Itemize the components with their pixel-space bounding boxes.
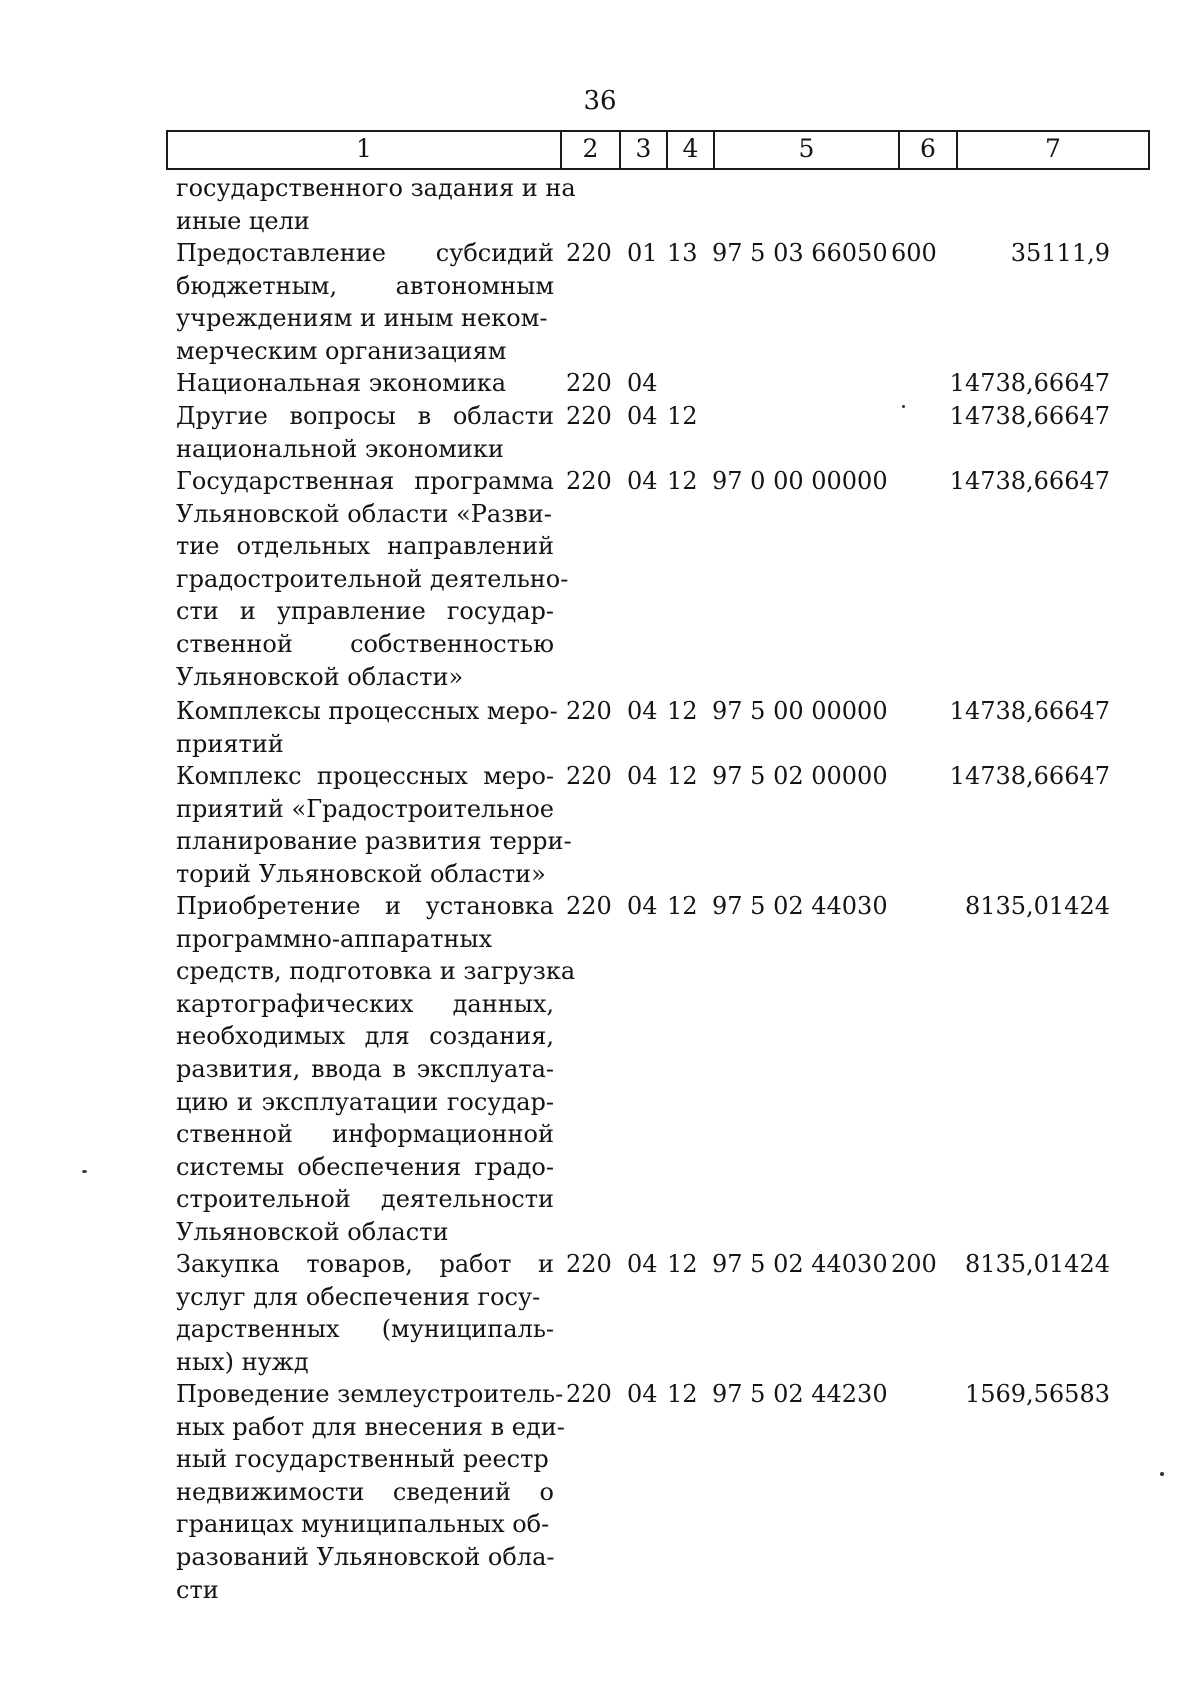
description-line: необходимых для создания, — [176, 1022, 554, 1051]
cell-c7: 35111,9 — [1010, 239, 1110, 267]
page-number: 36 — [583, 86, 617, 116]
description-line: Приобретение и установка — [176, 892, 554, 920]
description-line: Предоставление субсидий — [176, 239, 554, 267]
column-header-2: 2 — [562, 132, 621, 168]
description-line: Ульяновской области «Разви- — [176, 499, 552, 528]
description-line: средств, подготовка и загрузка — [176, 957, 576, 986]
description-line: приятий «Градостроительное — [176, 794, 554, 823]
description-line: цию и эксплуатации государ- — [176, 1087, 554, 1116]
description-line: мерческим организациям — [176, 336, 507, 365]
description-line: Комплекс процессных меро- — [176, 762, 554, 790]
cell-c2: 220 — [566, 239, 612, 267]
description-line: недвижимости сведений о — [176, 1477, 554, 1506]
row-description — [176, 1248, 554, 1378]
description-line: Проведение землеустроитель- — [176, 1380, 564, 1408]
description-line: ный государственный реестр — [176, 1445, 549, 1474]
cell-c2: 220 — [566, 1250, 612, 1278]
description-line: учреждениям и иным неком- — [176, 304, 548, 333]
cell-c5: 97 5 00 00000 — [712, 697, 888, 725]
cell-c6: 200 — [891, 1250, 937, 1278]
cell-c4: 12 — [667, 402, 698, 430]
cell-c4: 12 — [667, 1250, 698, 1278]
description-line: иные цели — [176, 206, 310, 235]
cell-c2: 220 — [566, 402, 612, 430]
description-line: ных работ для внесения в еди- — [176, 1412, 565, 1441]
cell-c3: 04 — [627, 892, 658, 920]
description-line: приятий — [176, 729, 284, 758]
cell-c5: 97 0 00 00000 — [712, 467, 888, 495]
description-line: Другие вопросы в области — [176, 402, 554, 430]
cell-c7: 14738,66647 — [949, 762, 1110, 790]
cell-c3: 04 — [627, 762, 658, 790]
cell-c5: 97 5 02 00000 — [712, 762, 888, 790]
column-header-3: 3 — [621, 132, 668, 168]
description-line: ных) нужд — [176, 1347, 309, 1376]
column-header-4: 4 — [668, 132, 715, 168]
cell-c4: 12 — [667, 892, 698, 920]
cell-c7: 14738,66647 — [949, 402, 1110, 430]
column-header-5: 5 — [715, 132, 900, 168]
description-line: ственной собственностью — [176, 629, 554, 658]
description-line: развития, ввода в эксплуата- — [176, 1054, 554, 1083]
cell-c4: 12 — [667, 1380, 698, 1408]
cell-c3: 04 — [627, 402, 658, 430]
description-line: Ульяновской области» — [176, 662, 464, 691]
cell-c4: 12 — [667, 697, 698, 725]
description-line: ственной информационной — [176, 1120, 554, 1149]
description-line: сти — [176, 1575, 219, 1604]
description-line: Государственная программа — [176, 467, 554, 495]
description-line: сти и управление государ- — [176, 597, 554, 626]
cell-c4: 12 — [667, 467, 698, 495]
row-description — [176, 172, 576, 237]
cell-c2: 220 — [566, 697, 612, 725]
row-description — [176, 760, 572, 890]
cell-c5: 97 5 02 44230 — [712, 1380, 888, 1408]
cell-c2: 220 — [566, 369, 612, 397]
description-line: программно-аппаратных — [176, 924, 493, 953]
description-line: торий Ульяновской области» — [176, 859, 546, 888]
scan-speck — [1160, 1472, 1164, 1476]
cell-c6: 600 — [891, 239, 937, 267]
description-line: национальной экономики — [176, 434, 504, 463]
cell-c3: 04 — [627, 1250, 658, 1278]
column-header-7: 7 — [1045, 134, 1061, 163]
description-line: Комплексы процессных меро- — [176, 697, 558, 725]
description-line: градостроительной деятельно- — [176, 564, 569, 593]
description-line: дарственных (муниципаль- — [176, 1315, 554, 1344]
cell-c7: 14738,66647 — [949, 369, 1110, 397]
column-header-6: 6 — [900, 132, 958, 168]
cell-c7: 14738,66647 — [949, 697, 1110, 725]
description-line: границах муниципальных об- — [176, 1510, 550, 1539]
description-line: строительной деятельности — [176, 1185, 554, 1214]
row-description — [176, 1378, 565, 1606]
row-description — [176, 400, 554, 465]
description-line: планирование развития терри- — [176, 827, 572, 856]
scan-speck — [902, 405, 905, 408]
column-header-1: 1 — [168, 132, 562, 168]
cell-c2: 220 — [566, 1380, 612, 1408]
description-line: Ульяновской области — [176, 1217, 449, 1246]
row-description — [176, 890, 576, 1249]
row-description — [176, 465, 569, 693]
cell-c7: 14738,66647 — [949, 467, 1110, 495]
cell-c3: 04 — [627, 697, 658, 725]
cell-c7: 1569,56583 — [964, 1380, 1110, 1408]
description-line: государственного задания и на — [176, 174, 576, 202]
cell-c4: 12 — [667, 762, 698, 790]
cell-c5: 97 5 02 44030 — [712, 1250, 888, 1278]
cell-c7: 8135,01424 — [964, 1250, 1110, 1278]
cell-c2: 220 — [566, 467, 612, 495]
description-line: тие отдельных направлений — [176, 532, 554, 561]
cell-c5: 97 5 02 44030 — [712, 892, 888, 920]
cell-c3: 04 — [627, 369, 658, 397]
cell-c3: 04 — [627, 1380, 658, 1408]
table-header — [166, 130, 1150, 170]
description-line: картографических данных, — [176, 989, 554, 1018]
description-line: разований Ульяновской обла- — [176, 1542, 555, 1571]
description-line: системы обеспечения градо- — [176, 1152, 554, 1181]
cell-c4: 13 — [667, 239, 698, 267]
cell-c7: 8135,01424 — [964, 892, 1110, 920]
scan-speck — [82, 1170, 87, 1173]
cell-c3: 04 — [627, 467, 658, 495]
description-line: бюджетным, автономным — [176, 271, 554, 300]
description-line: Закупка товаров, работ и — [176, 1250, 554, 1278]
cell-c3: 01 — [627, 239, 658, 267]
cell-c2: 220 — [566, 892, 612, 920]
row-description — [176, 695, 558, 760]
description-line: услуг для обеспечения госу- — [176, 1282, 541, 1311]
row-description — [176, 367, 554, 400]
cell-c2: 220 — [566, 762, 612, 790]
cell-c5: 97 5 03 66050 — [712, 239, 888, 267]
row-description — [176, 237, 554, 367]
description-line: Национальная экономика — [176, 369, 507, 397]
